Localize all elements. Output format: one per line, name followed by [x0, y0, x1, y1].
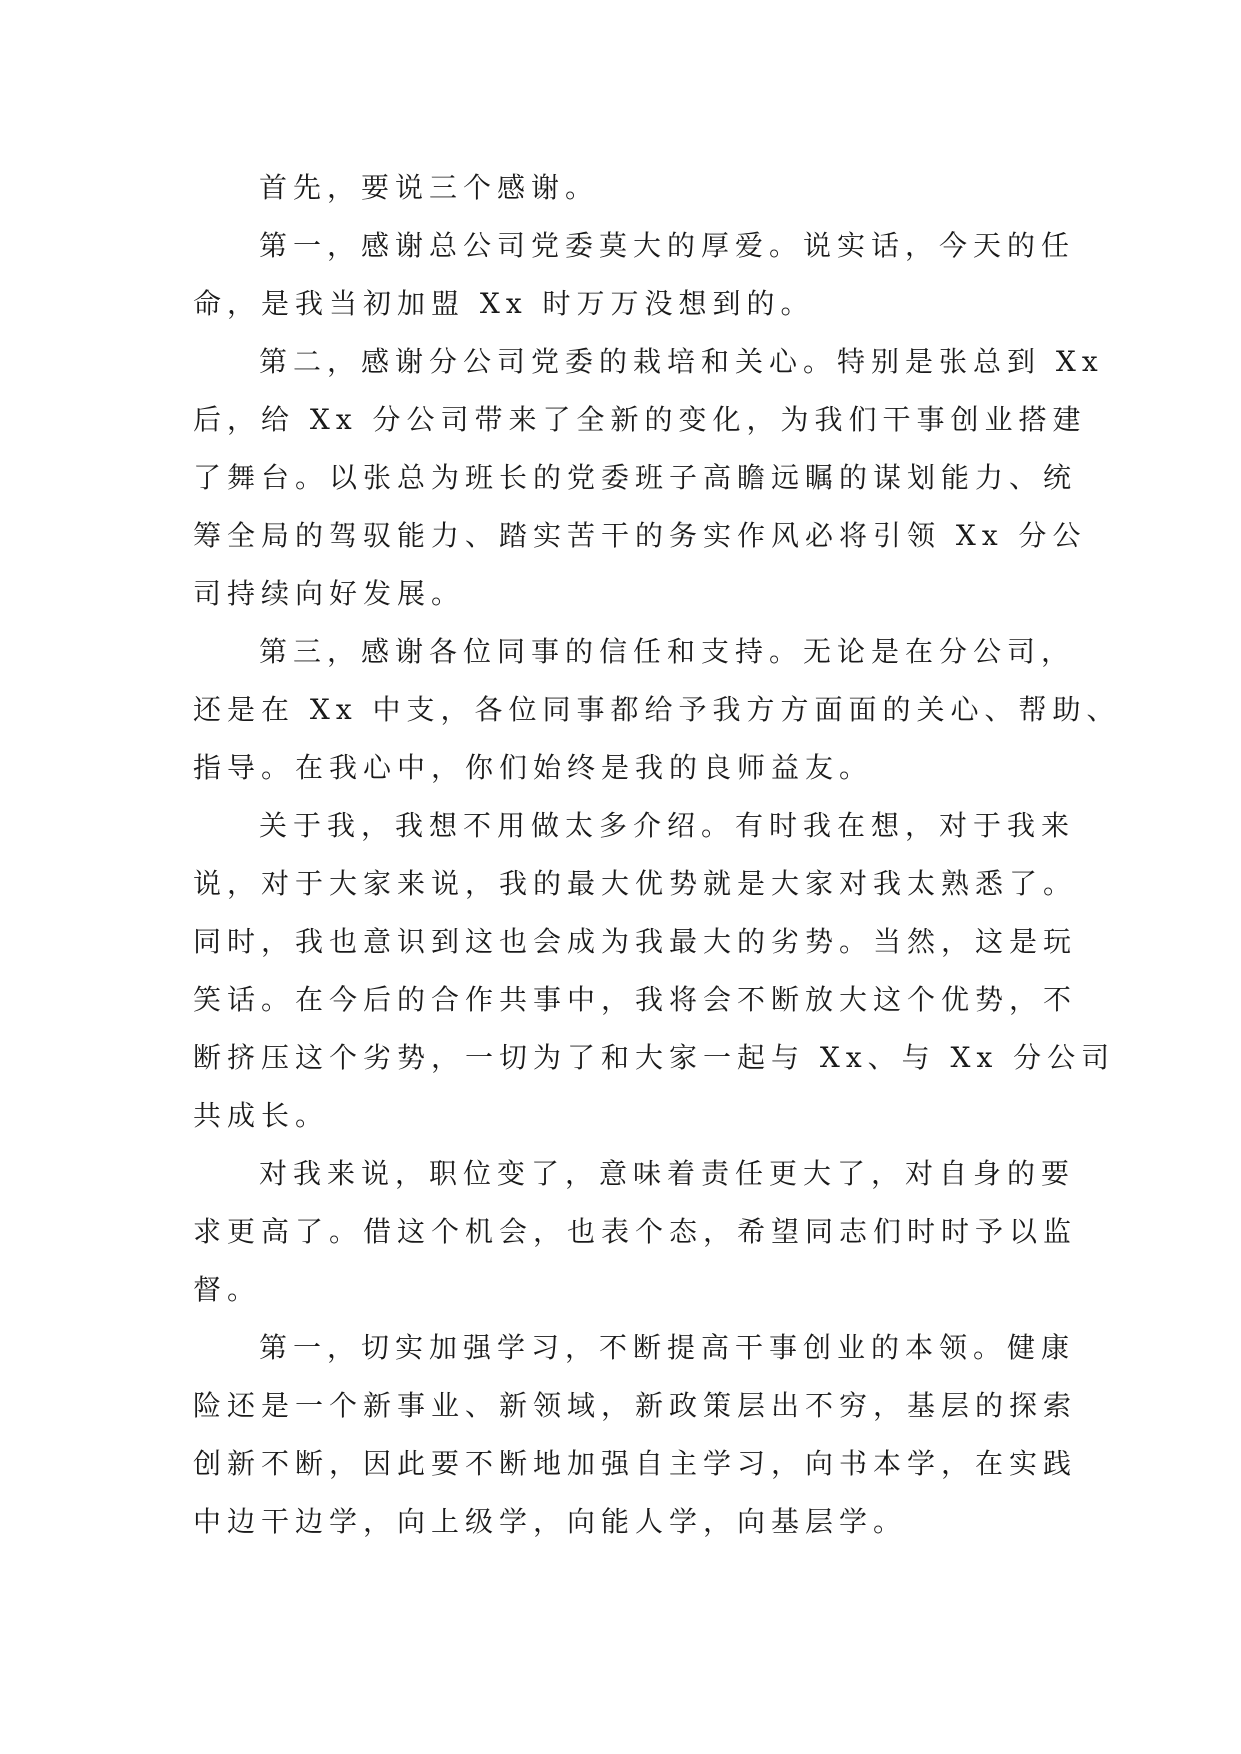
text-line: 关于我，我想不用做太多介绍。有时我在想，对于我来: [259, 809, 1076, 842]
text-line: 首先，要说三个感谢。: [259, 171, 600, 204]
document-body: [193, 159, 1121, 1551]
paragraph-4: [193, 623, 1121, 797]
text-line: 督。: [193, 1273, 262, 1306]
text-line: 第一，感谢总公司党委莫大的厚爱。说实话，今天的任: [259, 229, 1076, 262]
text-line: 中边干边学，向上级学，向能人学，向基层学。: [193, 1505, 908, 1538]
text-line: 命，是我当初加盟 Xx 时万万没想到的。: [193, 287, 815, 320]
text-line: 第三，感谢各位同事的信任和支持。无论是在分公司，: [259, 635, 1076, 668]
text-line: 指导。在我心中，你们始终是我的良师益友。: [193, 751, 874, 784]
text-line: 断挤压这个劣势，一切为了和大家一起与 Xx、与 Xx 分公司: [193, 1041, 1116, 1074]
text-line: 筹全局的驾驭能力、踏实苦干的务实作风必将引领 Xx 分公: [193, 519, 1087, 552]
text-line: 创新不断，因此要不断地加强自主学习，向书本学，在实践: [193, 1447, 1078, 1480]
text-line: 第二，感谢分公司党委的栽培和关心。特别是张总到 Xx: [259, 345, 1104, 378]
paragraph-1: [193, 159, 1053, 217]
text-line: 说，对于大家来说，我的最大优势就是大家对我太熟悉了。: [193, 867, 1078, 900]
text-line: 还是在 Xx 中支，各位同事都给予我方方面面的关心、帮助、: [193, 693, 1121, 726]
text-line: 司持续向好发展。: [193, 577, 466, 610]
text-line: 共成长。: [193, 1099, 330, 1132]
paragraph-3: [193, 333, 1104, 623]
paragraph-2: [193, 217, 1076, 333]
text-line: 对我来说，职位变了，意味着责任更大了，对自身的要: [259, 1157, 1076, 1190]
text-line: 同时，我也意识到这也会成为我最大的劣势。当然，这是玩: [193, 925, 1078, 958]
paragraph-6: [193, 1145, 1078, 1319]
text-line: 求更高了。借这个机会，也表个态，希望同志们时时予以监: [193, 1215, 1078, 1248]
paragraph-7: [193, 1319, 1078, 1551]
text-line: 险还是一个新事业、新领域，新政策层出不穷，基层的探索: [193, 1389, 1078, 1422]
text-line: 了舞台。以张总为班长的党委班子高瞻远瞩的谋划能力、统: [193, 461, 1078, 494]
text-line: 笑话。在今后的合作共事中，我将会不断放大这个优势，不: [193, 983, 1078, 1016]
text-line: 后，给 Xx 分公司带来了全新的变化，为我们干事创业搭建: [193, 403, 1087, 436]
paragraph-5: [193, 797, 1116, 1145]
text-line: 第一，切实加强学习，不断提高干事创业的本领。健康: [259, 1331, 1076, 1364]
